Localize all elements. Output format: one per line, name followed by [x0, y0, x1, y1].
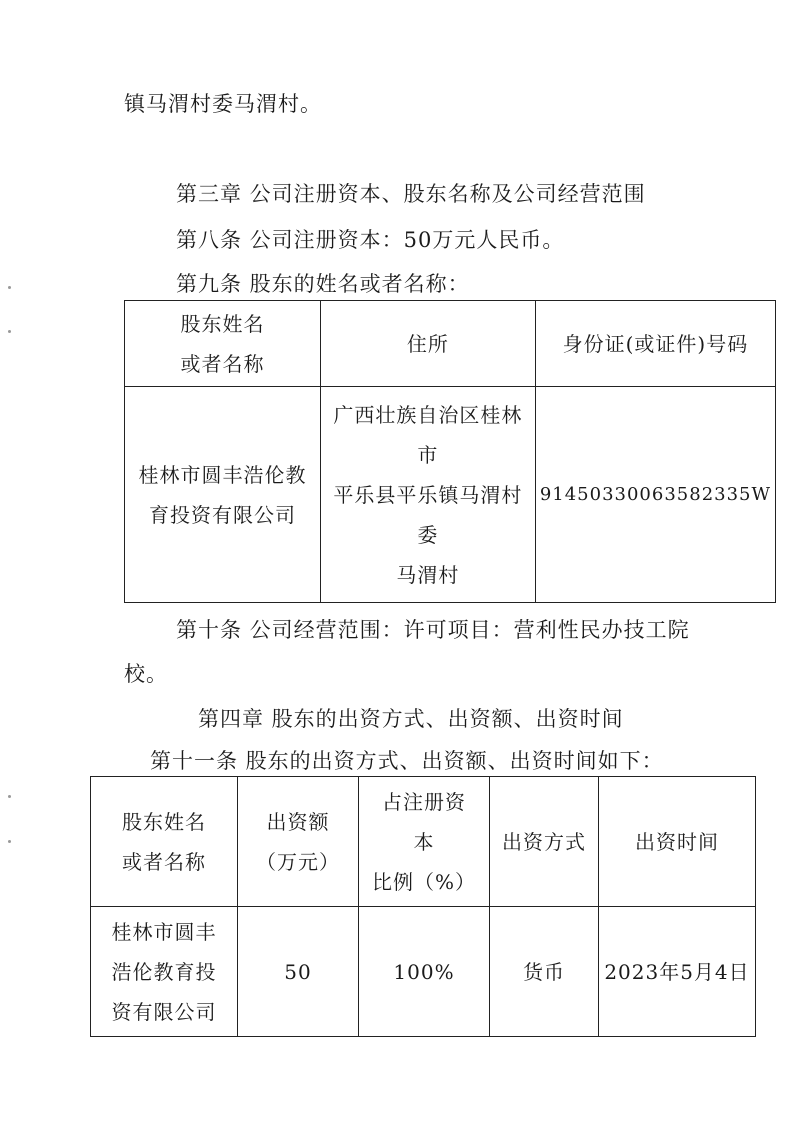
scan-mark	[8, 840, 11, 843]
cell-capital-ratio: 100%	[359, 907, 490, 1037]
shareholder-info-table	[124, 300, 776, 603]
header-contribution-method: 出资方式	[490, 777, 599, 907]
scan-mark	[8, 795, 11, 798]
header-address: 住所	[320, 301, 535, 387]
table-row	[91, 907, 756, 1037]
cell-contribution-method: 货币	[490, 907, 599, 1037]
scan-mark	[8, 286, 11, 289]
header-shareholder-name: 股东姓名 或者名称	[91, 777, 238, 907]
chapter-3-heading: 第三章 公司注册资本、股东名称及公司经营范围	[176, 182, 646, 206]
chapter-4-heading: 第四章 股东的出资方式、出资额、出资时间	[198, 707, 624, 731]
article-9: 第九条 股东的姓名或者名称：	[176, 272, 470, 296]
table-header-row	[91, 777, 756, 907]
article-8: 第八条 公司注册资本：50万元人民币。	[176, 228, 565, 252]
scan-mark	[8, 330, 11, 333]
cell-shareholder-name: 桂林市圆丰 浩伦教育投 资有限公司	[91, 907, 238, 1037]
article-10-line-2: 校。	[124, 662, 168, 686]
cell-id-number: 91450330063582335W	[535, 387, 775, 603]
cell-address: 广西壮族自治区桂林 市 平乐县平乐镇马渭村 委 马渭村	[320, 387, 535, 603]
header-id-number: 身份证(或证件)号码	[535, 301, 775, 387]
article-11: 第十一条 股东的出资方式、出资额、出资时间如下：	[150, 749, 664, 773]
cell-shareholder-name: 桂林市圆丰浩伦教 育投资有限公司	[125, 387, 321, 603]
capital-contribution-table	[90, 776, 756, 1037]
cell-contribution-amount: 50	[238, 907, 359, 1037]
continuation-line: 镇马渭村委马渭村。	[124, 92, 322, 116]
header-contribution-time: 出资时间	[599, 777, 756, 907]
cell-contribution-time: 2023年5月4日	[599, 907, 756, 1037]
article-10-line-1: 第十条 公司经营范围：许可项目：营利性民办技工院	[176, 618, 690, 642]
header-contribution-amount: 出资额 （万元）	[238, 777, 359, 907]
header-shareholder-name: 股东姓名 或者名称	[125, 301, 321, 387]
table-header-row	[125, 301, 776, 387]
header-capital-ratio: 占注册资 本 比例（%）	[359, 777, 490, 907]
table-row	[125, 387, 776, 603]
